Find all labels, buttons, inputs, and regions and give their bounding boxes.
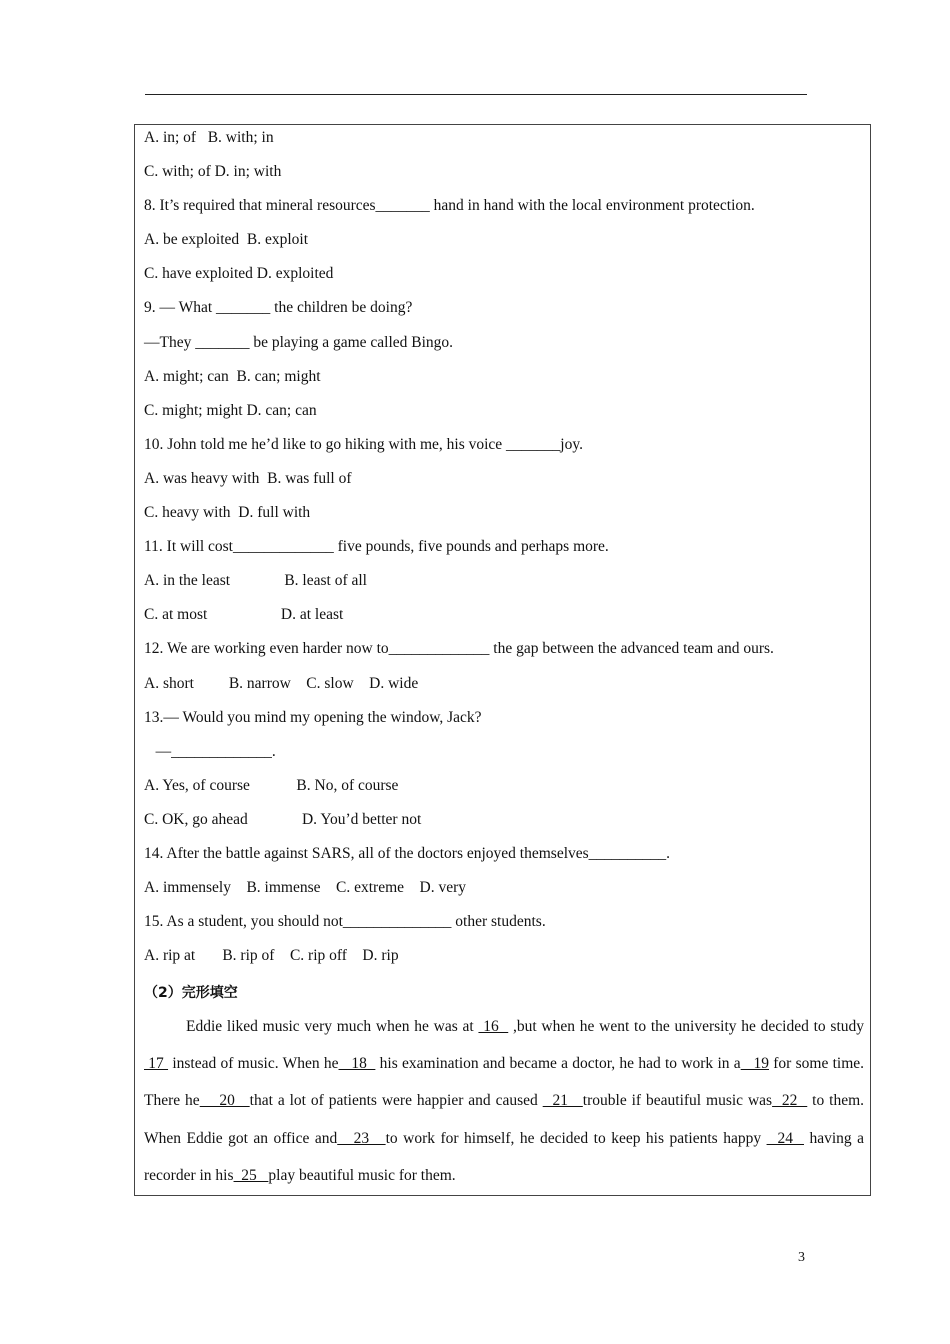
cloze-blank-23: 23 <box>337 1129 386 1147</box>
question-line: 13.— Would you mind my opening the window, Jack? <box>144 708 482 726</box>
question-line: 11. It will cost_____________ five pounds, five pounds and perhaps more. <box>144 538 609 556</box>
question-line: A. might; can B. can; might <box>144 367 321 385</box>
cloze-text: Eddie liked music very much when he was at <box>186 1018 479 1035</box>
question-line: A. in the least B. least of all <box>144 572 367 590</box>
cloze-text: for some time. There he <box>144 1055 865 1110</box>
cloze-text: play beautiful music for them. <box>268 1166 456 1184</box>
cloze-blank-19: 19 <box>740 1055 769 1073</box>
question-line: 15. As a student, you should not______________ other students. <box>144 913 546 931</box>
question-line: A. short B. narrow C. slow D. wide <box>144 674 419 692</box>
cloze-text: trouble if beautiful music was <box>582 1092 773 1110</box>
question-line: —They _______ be playing a game called Bingo. <box>144 333 454 351</box>
question-lines <box>144 125 864 1011</box>
cloze-paragraph <box>144 1008 864 1194</box>
question-line: C. with; of D. in; with <box>144 163 282 181</box>
cloze-blank-17: 17 <box>144 1055 169 1073</box>
question-line: A. was heavy with B. was full of <box>144 469 352 487</box>
cloze-blank-20: 20 <box>199 1092 250 1110</box>
question-line: C. might; might D. can; can <box>144 401 317 419</box>
header-rule <box>145 94 807 95</box>
question-line: 9. — What _______ the children be doing? <box>144 299 413 317</box>
cloze-text: to them. When Eddie got an office and <box>144 1092 865 1147</box>
question-line: C. OK, go ahead D. You’d better not <box>144 810 422 828</box>
question-line: 8. It’s required that mineral resources_______ hand in hand with the local environment protection. <box>144 197 755 215</box>
question-line: 10. John told me he’d like to go hiking with me, his voice _______joy. <box>144 435 583 453</box>
cloze-blank-16: 16 <box>478 1018 509 1035</box>
question-line: A. be exploited B. exploit <box>144 231 309 249</box>
question-line: C. heavy with D. full with <box>144 504 311 522</box>
question-line: 12. We are working even harder now to_____________ the gap between the advanced team and ours. <box>144 640 774 658</box>
cloze-blank-24: 24 <box>766 1129 804 1147</box>
cloze-text: his examination and became a doctor, he had to work in a <box>375 1055 741 1073</box>
question-line: A. in; of B. with; in <box>144 129 274 146</box>
cloze-text: that a lot of patients were happier and caused <box>249 1092 543 1110</box>
question-line: 14. After the battle against SARS, all of the doctors enjoyed themselves__________. <box>144 844 671 862</box>
question-line: A. immensely B. immense C. extreme D. very <box>144 879 466 897</box>
cloze-blank-21: 21 <box>542 1092 583 1110</box>
cloze-blank-18: 18 <box>338 1055 376 1073</box>
cloze-text: to work for himself, he decided to keep his patients happy <box>385 1129 767 1147</box>
cloze-blank-22: 22 <box>772 1092 808 1110</box>
content-box <box>134 124 871 1196</box>
question-line: —_____________. <box>144 742 276 760</box>
cloze-blank-25: 25 <box>233 1166 269 1184</box>
cloze-text: instead of music. When he <box>168 1055 339 1073</box>
question-line: C. have exploited D. exploited <box>144 265 334 283</box>
cloze-text: ,but when he went to the university he decided to study <box>508 1018 865 1035</box>
question-line: A. Yes, of course B. No, of course <box>144 776 399 794</box>
question-line: A. rip at B. rip of C. rip off D. rip <box>144 947 399 965</box>
section-title: （2）完形填空 <box>144 985 238 1002</box>
page-number: 3 <box>798 1250 805 1265</box>
cloze-text: having a recorder in his <box>144 1129 865 1184</box>
question-line: C. at most D. at least <box>144 606 344 624</box>
